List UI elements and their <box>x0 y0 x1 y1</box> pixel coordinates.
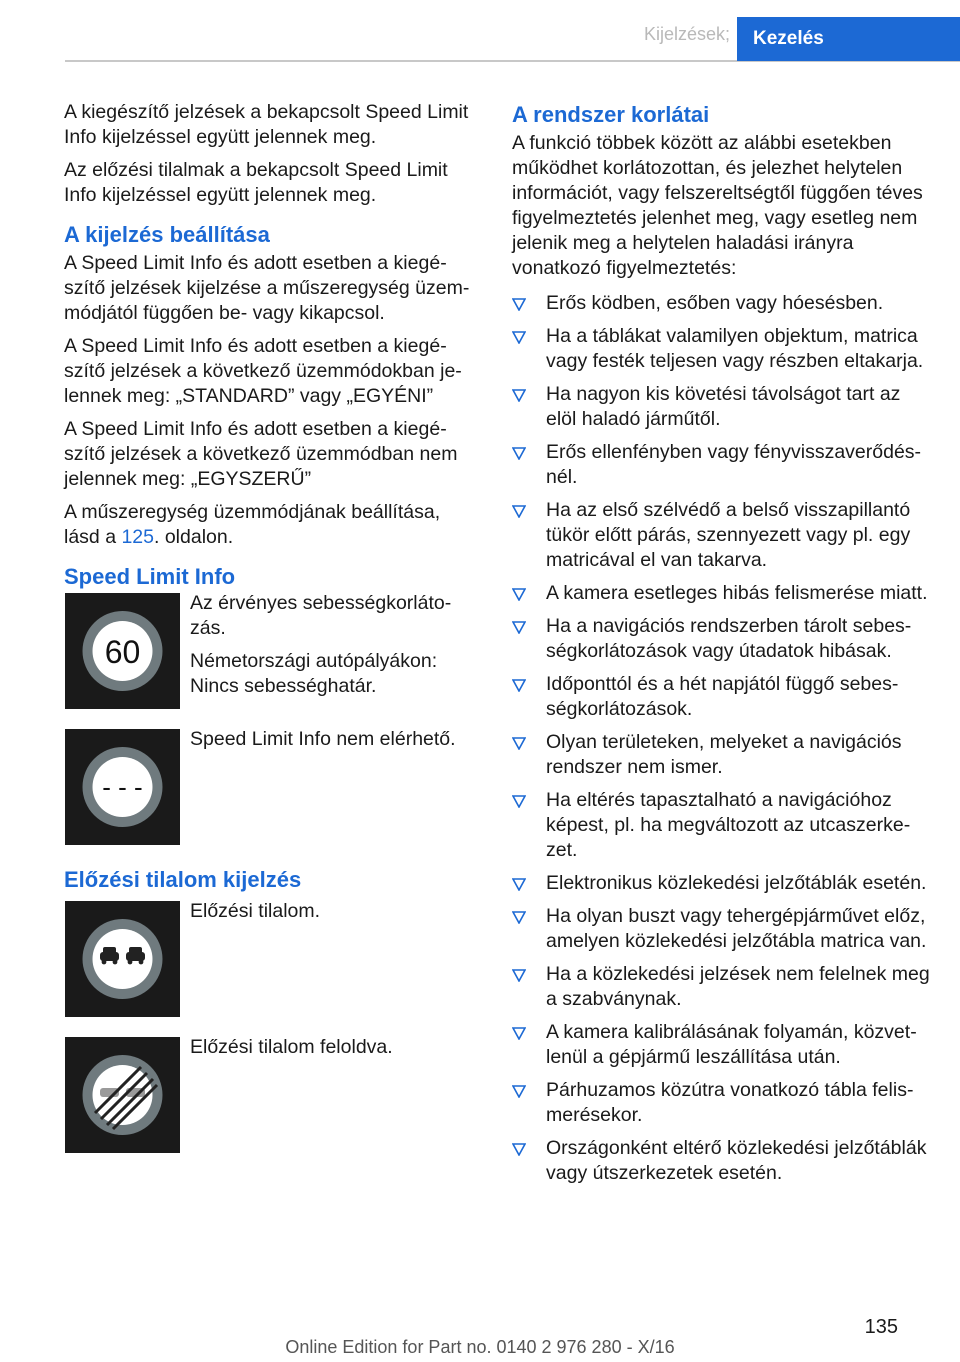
speed-limit-description: Az érvényes sebességkorlátozás. <box>190 592 452 639</box>
header-section[interactable]: Kijelzések; <box>643 24 730 44</box>
bullet-triangle-icon <box>512 736 526 750</box>
no-overtaking-sign-icon <box>65 901 180 1017</box>
limitation-item: Ha a közlekedési jelzések nem felelnek meg a szabványnak. <box>512 962 932 1012</box>
limitation-item: Párhuzamos közútra vonatkozó tábla felismerésekor. <box>512 1078 932 1128</box>
no-overtaking-description: Előzési tilalom. <box>190 900 321 922</box>
overtaking-heading: Előzési tilalom kijelzés <box>64 867 302 892</box>
header-chapter-tab[interactable]: Kezelés <box>737 17 960 61</box>
bullet-triangle-icon <box>512 1142 526 1156</box>
unavailable-description: Speed Limit Info nem elérhető. <box>190 728 456 750</box>
limitations-intro: A funkció többek között az alábbi esetekben működhet korlátozottan, és jelezhet helytelen információt, vagy felszereltségtől függően téves figyelmeztetés jelenhet meg, vagy esetleg nem jelenik meg a helytelen haladási irányra vonatkozó figyelmeztetés: <box>512 132 923 279</box>
bullet-triangle-icon <box>512 587 526 601</box>
end-of-no-overtaking-sign-icon <box>65 1037 180 1153</box>
page-number: 135 <box>864 1316 898 1338</box>
bullet-triangle-icon <box>512 794 526 808</box>
bullet-triangle-icon <box>512 910 526 924</box>
page-reference: A műszeregység üzemmódjának beállítása, lásd a 125. oldalon. <box>64 501 441 548</box>
limitation-item: Erős ellenfényben vagy fényvisszaverődésnél. <box>512 440 932 490</box>
limitation-item: Időponttól és a hét napjától függő sebességkorlátozások. <box>512 672 932 722</box>
speed-limit-sign-row <box>64 593 480 709</box>
end-no-overtaking-description: Előzési tilalom feloldva. <box>190 1036 393 1058</box>
bullet-triangle-icon <box>512 297 526 311</box>
speed-sign-value: 60 <box>104 634 141 670</box>
bullet-triangle-icon <box>512 968 526 982</box>
limitation-item: Erős ködben, esőben vagy hóesésben. <box>512 291 932 316</box>
bullet-triangle-icon <box>512 388 526 402</box>
right-column <box>512 100 932 1194</box>
intro-paragraph: A kiegészítő jelzések a bekapcsolt Speed Limit Info kijelzéssel együtt jelennek meg. <box>64 101 469 148</box>
bullet-triangle-icon <box>512 877 526 891</box>
bullet-triangle-icon <box>512 504 526 518</box>
limitation-item: A kamera kalibrálásának folyamán, közvetlenül a gépjármű leszállítása után. <box>512 1020 932 1070</box>
bullet-triangle-icon <box>512 330 526 344</box>
page-link[interactable]: 125 <box>121 526 154 548</box>
limitation-item: Ha eltérés tapasztalható a navigációhoz képest, pl. ha megváltozott az utcaszerkezet. <box>512 788 932 863</box>
limitation-item: Ha a táblákat valamilyen objektum, matrica vagy festék teljesen vagy részben eltakarja. <box>512 324 932 374</box>
settings-heading: A kijelzés beállítása <box>64 222 270 247</box>
speed-limit-60-sign-icon <box>65 593 180 709</box>
limitations-heading: A rendszer korlátai <box>512 102 710 127</box>
speed-limit-description: Németországi autópályákon: Nincs sebességhatár. <box>190 650 438 697</box>
no-overtaking-sign-row <box>64 901 480 1017</box>
edition-footer: Online Edition for Part no. 0140 2 976 280 - X/16 <box>285 1337 675 1357</box>
limitation-item: Ha olyan buszt vagy tehergépjárművet előz, amelyen közlekedési jelzőtábla matrica van. <box>512 904 932 954</box>
speed-limit-unavailable-sign-icon <box>65 729 180 845</box>
bullet-triangle-icon <box>512 1026 526 1040</box>
bullet-triangle-icon <box>512 620 526 634</box>
bullet-triangle-icon <box>512 1084 526 1098</box>
end-no-overtaking-sign-row <box>64 1037 480 1153</box>
limitation-item: Országonként eltérő közlekedési jelzőtáblák vagy útszerkezetek esetén. <box>512 1136 932 1186</box>
intro-paragraph: Az előzési tilalmak a bekapcsolt Speed Limit Info kijelzéssel együtt jelennek meg. <box>64 159 448 206</box>
limitations-list <box>512 291 932 1186</box>
settings-paragraph: A Speed Limit Info és adott esetben a kiegészítő jelzések kijelzése a műszeregység üzemmódjától függően be- vagy kikapcsol. <box>64 252 470 324</box>
bullet-triangle-icon <box>512 678 526 692</box>
left-column <box>64 100 480 1173</box>
limitation-item: A kamera esetleges hibás felismerése miatt. <box>512 581 932 606</box>
limitation-item: Elektronikus közlekedési jelzőtáblák esetén. <box>512 871 932 896</box>
limitation-item: Ha a navigációs rendszerben tárolt sebességkorlátozások vagy útadatok hibásak. <box>512 614 932 664</box>
limitation-item: Ha nagyon kis követési távolságot tart az elöl haladó járműtől. <box>512 382 932 432</box>
settings-paragraph: A Speed Limit Info és adott esetben a kiegészítő jelzések a következő üzemmódban nem jelennek meg: „EGYSZERŰ” <box>64 418 458 490</box>
unavailable-dashes: - - - <box>102 772 143 802</box>
limitation-item: Ha az első szélvédő a belső visszapillantó tükör előtt párás, szennyezett vagy pl. egy matricával el van takarva. <box>512 498 932 573</box>
settings-paragraph: A Speed Limit Info és adott esetben a kiegészítő jelzések a következő üzemmódokban jelennek meg: „STANDARD” vagy „EGYÉNI” <box>64 335 462 407</box>
unavailable-sign-row <box>64 729 480 845</box>
limitation-item: Olyan területeken, melyeket a navigációs rendszer nem ismer. <box>512 730 932 780</box>
speed-limit-heading: Speed Limit Info <box>64 564 236 589</box>
bullet-triangle-icon <box>512 446 526 460</box>
